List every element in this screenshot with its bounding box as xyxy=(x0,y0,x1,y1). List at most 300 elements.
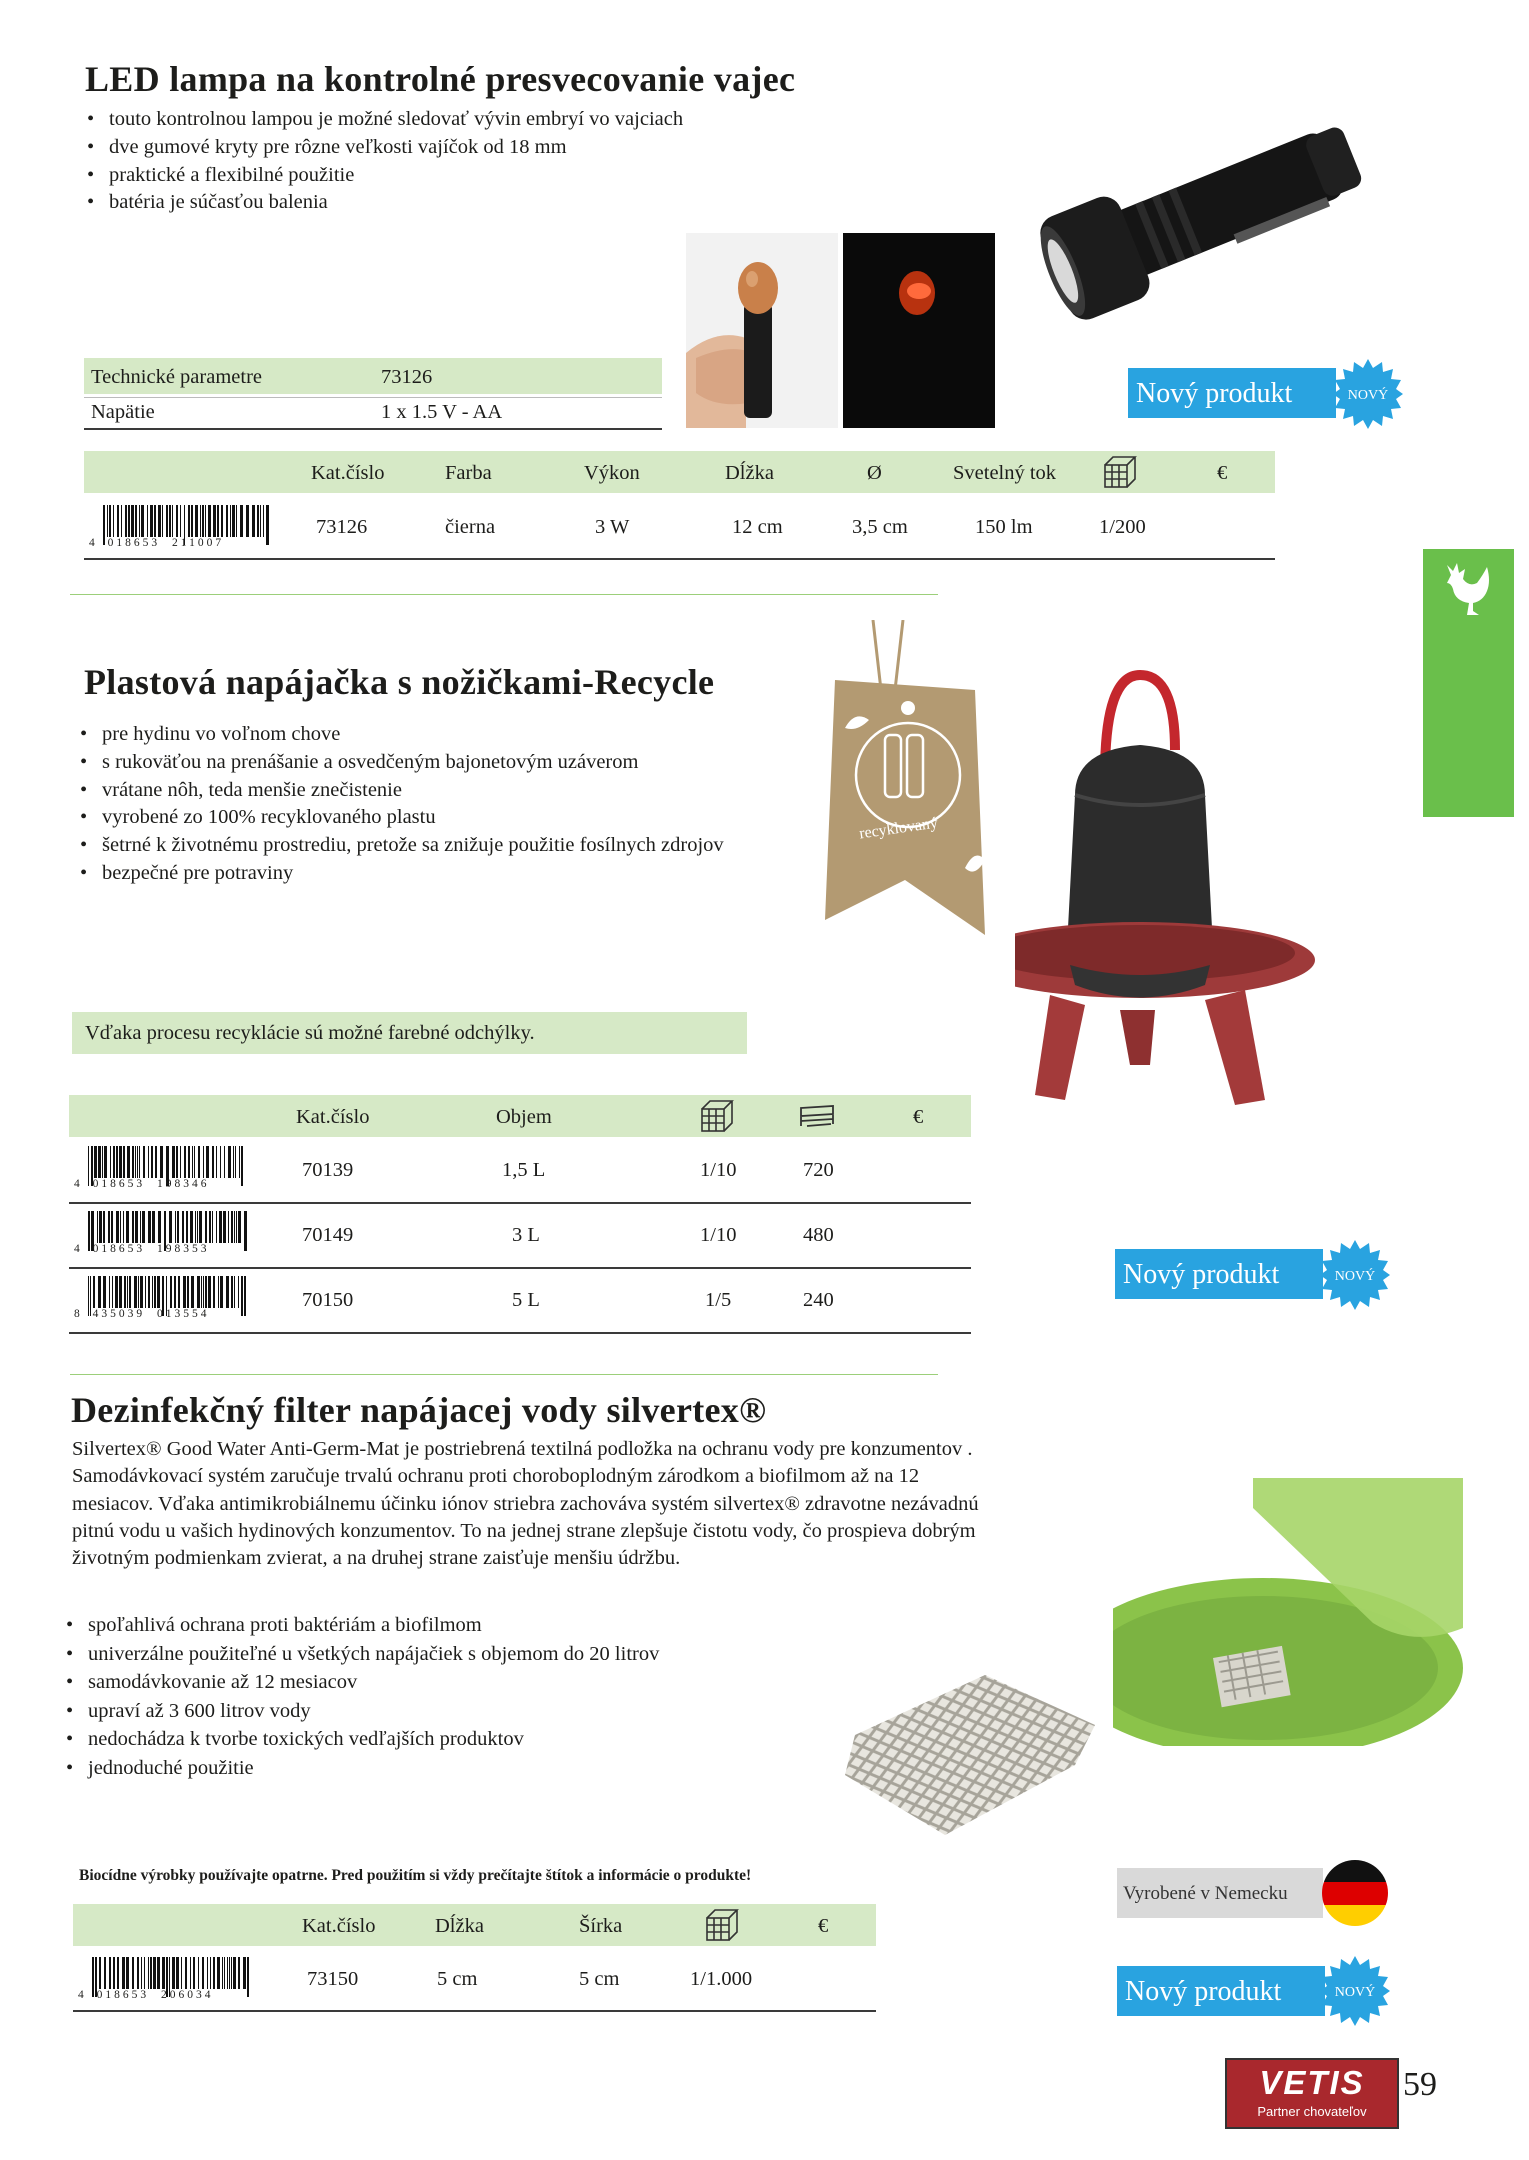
list-item: • pre hydinu vo voľnom chove xyxy=(80,721,810,749)
barcode-bar xyxy=(241,1276,243,1316)
table-header: Dĺžka xyxy=(725,462,774,484)
barcode-bar xyxy=(243,1957,246,1989)
barcode-bar xyxy=(205,505,206,537)
barcode-bar xyxy=(162,1957,165,1989)
barcode-bar xyxy=(246,505,249,537)
barcode-bar xyxy=(94,1146,97,1178)
barcode-bar xyxy=(234,1211,235,1243)
table-header: Svetelný tok xyxy=(953,462,1057,484)
barcode-bar xyxy=(229,1957,230,1989)
table-cell: 1/10 xyxy=(700,1224,737,1246)
barcode-bar xyxy=(170,1276,172,1308)
barcode-bar xyxy=(238,1211,241,1243)
barcode-bar xyxy=(236,505,237,537)
barcode-bar xyxy=(231,1276,233,1308)
list-item: • jednoduché použitie xyxy=(66,1754,826,1783)
product-title: Dezinfekčný filter napájacej vody silvertex® xyxy=(71,1390,767,1430)
barcode-bar xyxy=(236,1211,237,1243)
barcode-bar xyxy=(220,1146,221,1178)
barcode-bar xyxy=(222,1957,223,1989)
barcode-bar xyxy=(143,1146,145,1178)
carton-icon xyxy=(699,1098,735,1140)
barcode-bar xyxy=(227,1957,228,1989)
new-product-banner xyxy=(1128,368,1338,418)
divider xyxy=(84,428,662,430)
barcode-bar xyxy=(97,1211,98,1243)
barcode-bar xyxy=(217,1957,220,1989)
barcode-right-digits: 211007 xyxy=(172,537,225,549)
made-in-banner xyxy=(1117,1868,1323,1918)
product-photo-drinker xyxy=(1015,655,1365,1145)
barcode-bar xyxy=(160,1146,163,1178)
barcode-bar xyxy=(144,1957,145,1989)
barcode-lead-digit: 8 xyxy=(74,1308,83,1320)
new-product-banner xyxy=(1117,1966,1327,2016)
barcode-bar xyxy=(154,1276,156,1308)
barcode-bar xyxy=(142,1211,145,1243)
barcode-bar xyxy=(123,1211,124,1243)
barcode-bar xyxy=(252,505,255,537)
barcode-bar xyxy=(141,505,144,537)
table-header: Kat.číslo xyxy=(311,462,385,484)
barcode-bar xyxy=(191,505,193,537)
barcode-bar xyxy=(234,1276,235,1308)
list-item: • touto kontrolnou lampou je možné sledovať vývin embryí vo vajciach xyxy=(87,106,687,134)
barcode-bar xyxy=(157,1276,160,1308)
list-item: • vrátane nôh, teda menšie znečistenie xyxy=(80,777,810,805)
product-table xyxy=(69,1095,971,1335)
barcode-bar xyxy=(166,505,168,537)
barcode-bar xyxy=(99,1211,102,1243)
barcode-bar xyxy=(197,1276,200,1308)
feature-list xyxy=(80,721,810,888)
table-header: Objem xyxy=(496,1106,552,1128)
barcode-bar xyxy=(188,505,190,537)
barcode-bar xyxy=(201,1276,202,1308)
product-photo-mat xyxy=(835,1645,1105,1845)
barcode-bar xyxy=(152,1276,153,1308)
new-product-label: Nový produkt xyxy=(1117,1966,1325,2016)
barcode-bar xyxy=(103,1276,106,1308)
barcode-bar xyxy=(210,1957,211,1989)
barcode-bar xyxy=(135,505,137,537)
barcode xyxy=(89,505,279,557)
barcode-bar xyxy=(154,505,156,537)
barcode-bar xyxy=(119,1276,122,1308)
list-item: • batéria je súčasťou balenia xyxy=(87,189,687,217)
barcode-bar xyxy=(199,1211,202,1243)
barcode-bar xyxy=(208,505,211,537)
barcode-bar xyxy=(238,1276,239,1308)
barcode-bar xyxy=(126,1957,129,1989)
barcode-bar xyxy=(219,1211,222,1243)
barcode-bar xyxy=(190,1957,191,1989)
table-rule xyxy=(84,558,1275,560)
barcode-bar xyxy=(238,1957,240,1989)
table-header: € xyxy=(913,1106,924,1128)
starburst-text: NOVÝ xyxy=(1334,1985,1376,2000)
brand-tagline: Partner chovateľov xyxy=(1257,2104,1367,2119)
barcode-bar xyxy=(132,1211,134,1243)
barcode-bar xyxy=(140,1276,143,1308)
table-cell: 1/1.000 xyxy=(690,1968,753,1990)
barcode-bar xyxy=(150,1957,152,1989)
barcode-bar xyxy=(109,1957,111,1989)
barcode-bar xyxy=(187,1276,189,1308)
barcode-right-digits: 013554 xyxy=(157,1308,210,1320)
list-item: • samodávkovanie až 12 mesiacov xyxy=(66,1668,826,1697)
table-cell: 240 xyxy=(803,1289,834,1311)
barcode-bar xyxy=(191,1276,194,1308)
barcode-bar xyxy=(223,1211,226,1243)
table-cell: 70149 xyxy=(302,1224,354,1246)
feature-list xyxy=(87,106,687,217)
new-product-label: Nový produkt xyxy=(1115,1249,1323,1299)
barcode-bar xyxy=(194,1146,195,1178)
barcode-bar xyxy=(233,1146,234,1178)
barcode-bar xyxy=(203,1276,204,1308)
barcode-bar xyxy=(103,1211,105,1243)
barcode-lead-digit: 4 xyxy=(74,1178,83,1190)
product-photo-flashlight xyxy=(1025,90,1405,340)
barcode-bar xyxy=(148,1957,149,1989)
barcode-bar xyxy=(197,1211,198,1243)
barcode-bar xyxy=(221,505,223,537)
table-header-bg xyxy=(84,451,1275,493)
barcode-bar xyxy=(198,1957,199,1989)
barcode-bar xyxy=(175,1211,176,1243)
barcode-bar xyxy=(98,1276,101,1308)
barcode-bar xyxy=(244,1211,247,1251)
barcode-bar xyxy=(206,1146,209,1178)
barcode-bar xyxy=(113,505,114,537)
barcode-bar xyxy=(151,1146,153,1178)
barcode-bar xyxy=(152,1211,155,1243)
barcode-bar xyxy=(104,1146,107,1178)
barcode-bar xyxy=(195,505,198,537)
barcode-bar xyxy=(205,1211,207,1243)
table-header: € xyxy=(818,1915,829,1937)
table-rule xyxy=(73,2010,876,2012)
barcode-bar xyxy=(150,505,153,537)
table-header: Dĺžka xyxy=(435,1915,484,1937)
new-product-label: Nový produkt xyxy=(1128,368,1336,418)
barcode-bar xyxy=(117,505,119,537)
barcode-bar xyxy=(177,1211,179,1243)
new-starburst-icon xyxy=(1320,1956,1390,2026)
barcode-bar xyxy=(216,1211,217,1243)
product-photo-candling-dark xyxy=(843,233,995,428)
barcode-bar xyxy=(107,505,108,537)
barcode-bar xyxy=(195,1211,196,1243)
product-description: Silvertex® Good Water Anti-Germ-Mat je postriebrená textilná podložka na ochranu vody pre konzumentov . Samodávkovací systém zaručuje trvalú ochranu proti choroboplodným zárodkom a biofilmom až na 12 mesiacov. Vďaka antimikrobiálnemu účinku iónov striebra zachováva systém silvertex® zdravotne nezávadnú pitnú vodu u vašich hydinových konzumentov. To na jednej strane zlepšuje čistotu vody, čo prospieva dobrým životným podmienkam zvierat, a na druhej strane zaisťuje menšiu údržbu. xyxy=(72,1438,979,1570)
list-item: • spoľahlivá ochrana proti baktériám a biofilmom xyxy=(66,1611,826,1640)
barcode-bar xyxy=(111,1211,113,1243)
barcode-bar xyxy=(148,1276,150,1308)
table-header: Šírka xyxy=(579,1915,623,1937)
product-table xyxy=(73,1904,876,2014)
table-cell: 5 cm xyxy=(437,1968,478,1990)
barcode xyxy=(74,1276,254,1328)
barcode-bar xyxy=(148,1211,151,1243)
barcode-bar xyxy=(213,1957,215,1989)
barcode-left-digits: 018653 xyxy=(92,1178,146,1190)
barcode-bar xyxy=(180,1146,181,1178)
table-header: Farba xyxy=(445,462,492,484)
barcode-bar xyxy=(132,1146,134,1178)
barcode-bar xyxy=(109,505,111,537)
barcode-bar xyxy=(224,1957,225,1989)
table-cell: 1/10 xyxy=(700,1159,737,1181)
barcode-bar xyxy=(116,1146,118,1178)
barcode-right-digits: 198346 xyxy=(157,1178,210,1190)
table-rule xyxy=(69,1332,971,1334)
barcode-bar xyxy=(140,1211,141,1243)
barcode-bar xyxy=(184,1146,186,1178)
barcode-bar xyxy=(169,1211,172,1243)
barcode-bar xyxy=(98,1146,101,1178)
table-header: Výkon xyxy=(584,462,640,484)
barcode-bar xyxy=(172,505,173,537)
table-cell: 1/5 xyxy=(705,1289,732,1311)
table-cell: 3 L xyxy=(512,1224,540,1246)
barcode-bar xyxy=(169,505,171,537)
barcode-bar xyxy=(209,1211,211,1243)
list-item: • praktické a flexibilné použitie xyxy=(87,162,687,190)
barcode-bar xyxy=(127,1146,130,1178)
barcode-bar xyxy=(99,1957,101,1989)
barcode-bar xyxy=(228,1211,229,1243)
table-cell: 480 xyxy=(803,1224,834,1246)
barcode-bar xyxy=(247,1957,249,1997)
barcode-right-digits: 206034 xyxy=(161,1989,214,2001)
new-starburst-icon xyxy=(1333,359,1403,429)
list-item: • upraví až 3 600 litrov vody xyxy=(66,1697,826,1726)
carton-icon xyxy=(1102,454,1138,496)
product-title: LED lampa na kontrolné presvecovanie vajec xyxy=(85,59,796,99)
barcode-bar xyxy=(190,1211,193,1243)
barcode-bar xyxy=(260,505,261,537)
side-category-tab xyxy=(1423,549,1514,817)
list-item: • vyrobené zo 100% recyklovaného plastu xyxy=(80,804,810,832)
barcode-bar xyxy=(127,1276,128,1308)
barcode-bar xyxy=(244,1276,246,1316)
warning-text: Biocídne výrobky používajte opatrne. Pred použitím si vždy prečítajte štítok a informácie o produkte! xyxy=(79,1867,752,1884)
barcode-bar xyxy=(257,505,259,537)
barcode-bar xyxy=(212,1146,214,1178)
table-cell: 5 L xyxy=(512,1289,540,1311)
barcode-lead-digit: 4 xyxy=(78,1989,87,2001)
barcode-bar xyxy=(123,1146,125,1178)
barcode-bar xyxy=(213,1276,215,1308)
feature-list xyxy=(66,1611,826,1782)
barcode-bar xyxy=(263,505,264,537)
barcode-bar xyxy=(119,1146,122,1178)
barcode-bar xyxy=(231,1957,232,1989)
recycle-tag-label: recyklovaný xyxy=(858,814,939,843)
table-header: Kat.číslo xyxy=(296,1106,370,1128)
barcode-bar xyxy=(266,505,269,545)
barcode-bar xyxy=(131,505,134,537)
page-number: 59 xyxy=(1403,2066,1437,2103)
barcode-bar xyxy=(104,1957,106,1989)
table-cell: 1,5 L xyxy=(502,1159,546,1181)
barcode-bar xyxy=(176,1957,179,1989)
barcode-bar xyxy=(203,1146,204,1178)
barcode-bar xyxy=(208,1276,211,1308)
list-item: • dve gumové kryty pre rôzne veľkosti vajíčok od 18 mm xyxy=(87,134,687,162)
barcode-bar xyxy=(174,1276,176,1308)
note-text: Vďaka procesu recyklácie sú možné farebné odchýlky. xyxy=(85,1022,535,1044)
barcode-bar xyxy=(202,505,204,537)
barcode-bar xyxy=(233,1957,236,1989)
vetis-logo xyxy=(1225,2058,1399,2129)
barcode-bar xyxy=(207,1957,208,1989)
list-item: • šetrné k životnému prostrediu, pretože sa znižuje použitie fosílnych zdrojov xyxy=(80,832,810,860)
spec-value: 1 x 1.5 V - AA xyxy=(381,401,503,423)
spec-label: Napätie xyxy=(91,401,155,423)
spec-value: 73126 xyxy=(381,366,433,388)
made-in-label: Vyrobené v Nemecku xyxy=(1123,1883,1288,1904)
new-starburst-icon xyxy=(1320,1240,1390,1310)
barcode-bar xyxy=(122,1957,125,1989)
barcode xyxy=(78,1957,258,2009)
table-cell: 73150 xyxy=(307,1968,359,1990)
barcode-bar xyxy=(145,1276,146,1308)
barcode-left-digits: 018653 xyxy=(107,537,161,549)
barcode-bar xyxy=(147,505,148,537)
barcode-bar xyxy=(109,1276,110,1308)
barcode-bar xyxy=(183,1276,186,1308)
barcode-bar xyxy=(231,1211,233,1243)
barcode-bar xyxy=(124,1276,126,1308)
barcode-bar xyxy=(115,1276,118,1308)
barcode-bar xyxy=(158,1211,161,1243)
barcode-bar xyxy=(141,1957,142,1989)
barcode-bar xyxy=(117,1957,119,1989)
product-title: Plastová napájačka s nožičkami-Recycle xyxy=(84,662,715,702)
table-cell: čierna xyxy=(445,516,496,538)
barcode-bar xyxy=(193,1957,195,1989)
pallet-icon xyxy=(797,1104,837,1136)
carton-icon xyxy=(704,1907,740,1949)
barcode-bar xyxy=(125,505,127,537)
barcode-left-digits: 018653 xyxy=(96,1989,150,2001)
table-cell: 70139 xyxy=(302,1159,354,1181)
barcode-left-digits: 018653 xyxy=(92,1243,146,1255)
barcode-bar xyxy=(176,1146,178,1178)
barcode-bar xyxy=(128,505,130,537)
barcode-bar xyxy=(172,1146,175,1178)
barcode-bar xyxy=(132,1957,134,1989)
barcode-bar xyxy=(93,1276,95,1308)
brand-name: VETIS xyxy=(1259,2064,1365,2101)
list-item: • s rukoväťou na prenášanie a osvedčeným bajonetovým uzáverom xyxy=(80,749,810,777)
table-cell: 3 W xyxy=(595,516,630,538)
rooster-icon xyxy=(1443,561,1495,617)
starburst-text: NOVÝ xyxy=(1334,1269,1376,1284)
spec-label: Technické parametre xyxy=(91,366,262,388)
barcode-bar xyxy=(102,1146,103,1178)
barcode-bar xyxy=(181,1957,182,1989)
barcode-bar xyxy=(200,505,201,537)
barcode-bar xyxy=(172,1957,175,1989)
barcode-bar xyxy=(113,1957,115,1989)
barcode-bar xyxy=(129,1276,131,1308)
barcode-bar xyxy=(110,1146,111,1178)
table-cell: 3,5 cm xyxy=(852,516,908,538)
starburst-text: NOVÝ xyxy=(1347,388,1389,403)
barcode-bar xyxy=(176,505,178,537)
barcode-bar xyxy=(137,1957,139,1989)
barcode xyxy=(74,1211,254,1263)
product-photo-candling xyxy=(686,233,838,428)
barcode-bar xyxy=(220,1276,223,1308)
list-item: • nedochádza k tvorbe toxických vedľajších produktov xyxy=(66,1725,826,1754)
table-cell: 5 cm xyxy=(579,1968,620,1990)
barcode-bar xyxy=(139,1146,140,1178)
barcode-bar xyxy=(180,505,181,537)
barcode-bar xyxy=(226,505,228,537)
table-header: Kat.číslo xyxy=(302,1915,376,1937)
barcode-bar xyxy=(139,505,140,537)
barcode-bar xyxy=(134,1276,137,1308)
barcode-bar xyxy=(224,1146,225,1178)
section-divider xyxy=(70,594,938,595)
barcode-bar xyxy=(218,1276,219,1308)
table-cell: 1/200 xyxy=(1099,516,1146,538)
section-divider xyxy=(70,1374,938,1375)
new-product-banner xyxy=(1115,1249,1325,1299)
barcode-bar xyxy=(116,1211,119,1243)
table-header: Ø xyxy=(867,462,882,484)
barcode-bar xyxy=(235,1146,236,1178)
list-item: • bezpečné pre potraviny xyxy=(80,860,810,888)
barcode-bar xyxy=(216,1146,217,1178)
barcode-bar xyxy=(230,505,231,537)
barcode-bar xyxy=(188,1146,190,1178)
barcode-bar xyxy=(241,1146,243,1186)
barcode-bar xyxy=(155,1146,157,1178)
barcode-left-digits: 435039 xyxy=(92,1308,146,1320)
barcode-bar xyxy=(182,1211,184,1243)
barcode-bar xyxy=(138,1276,139,1308)
barcode xyxy=(74,1146,254,1198)
barcode-bar xyxy=(178,1276,180,1308)
barcode-lead-digit: 4 xyxy=(74,1243,83,1255)
barcode-bar xyxy=(232,505,235,537)
divider xyxy=(84,397,662,398)
barcode-bar xyxy=(148,1146,149,1178)
barcode-bar xyxy=(126,1211,129,1243)
table-rule xyxy=(69,1202,971,1204)
table-header: € xyxy=(1217,462,1228,484)
germany-flag-icon xyxy=(1320,1858,1390,1928)
barcode-bar xyxy=(153,1957,156,1989)
barcode-bar xyxy=(186,1211,188,1243)
barcode-bar xyxy=(217,505,219,537)
recycled-tag xyxy=(815,620,995,940)
barcode-bar xyxy=(205,1276,207,1308)
barcode-bar xyxy=(213,505,216,537)
table-cell: 720 xyxy=(803,1159,834,1181)
barcode-bar xyxy=(157,1957,160,1989)
barcode-bar xyxy=(162,505,163,537)
product-table xyxy=(84,451,1275,561)
barcode-bar xyxy=(137,1146,138,1178)
barcode-right-digits: 198353 xyxy=(157,1243,210,1255)
list-item: • univerzálne použiteľné u všetkých napájačiek s objemom do 20 litrov xyxy=(66,1640,826,1669)
